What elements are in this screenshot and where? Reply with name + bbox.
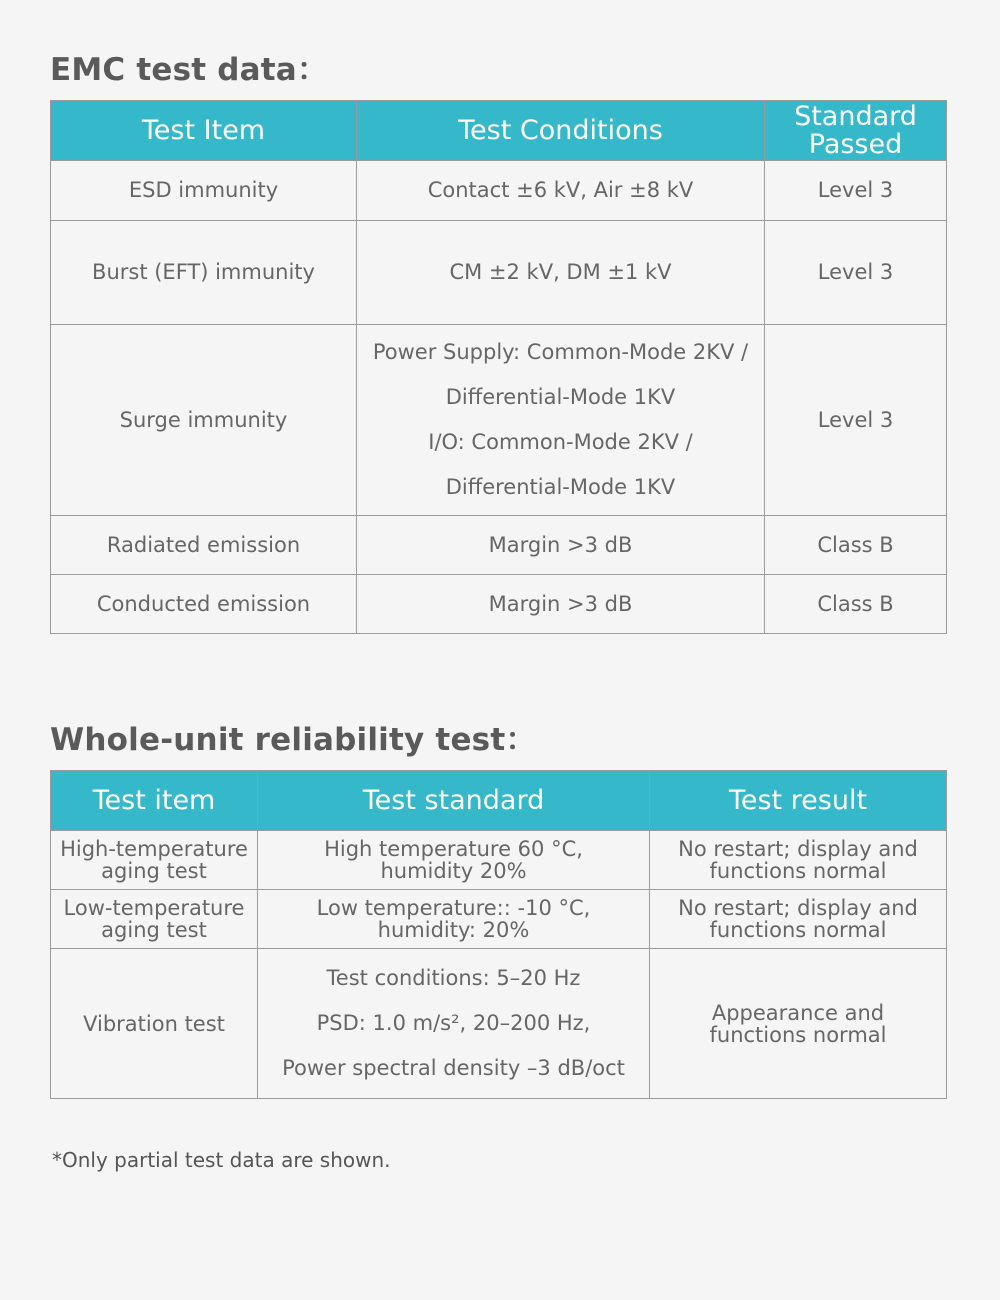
standard-line: Power spectral density –3 dB/oct [282, 1056, 625, 1080]
emc-test-table [50, 100, 947, 634]
result-line: No restart; display and [678, 837, 918, 861]
reliability-test-table [50, 770, 947, 1099]
cell-test-conditions [357, 325, 765, 516]
cell-test-standard [258, 890, 650, 949]
table-row [51, 890, 947, 949]
cell-test-item: Burst (EFT) immunity [51, 221, 357, 325]
cell-test-conditions: Margin >3 dB [357, 516, 765, 575]
table-row [51, 831, 947, 890]
standard-line: humidity: 20% [377, 918, 530, 942]
standard-line: Test conditions: 5–20 Hz [326, 966, 581, 990]
cell-standard: Level 3 [765, 161, 947, 221]
reliability-section-title: Whole-unit reliability test： [50, 722, 537, 758]
column-header-test-standard: Test standard [258, 771, 650, 831]
standard-line: Low temperature:: -10 °C, [316, 896, 591, 920]
cell-test-item [51, 831, 258, 890]
cell-test-item [51, 890, 258, 949]
condition-line: Differential-Mode 1KV [445, 385, 676, 409]
standard-line: humidity 20% [380, 859, 527, 883]
item-line: High-temperature [60, 837, 248, 861]
cell-test-conditions: Contact ±6 kV, Air ±8 kV [357, 161, 765, 221]
item-line: aging test [101, 859, 207, 883]
cell-standard: Level 3 [765, 221, 947, 325]
standard-line: PSD: 1.0 m/s², 20–200 Hz, [316, 1011, 591, 1035]
cell-test-standard [258, 831, 650, 890]
result-line: No restart; display and [678, 896, 918, 920]
cell-test-result [650, 831, 947, 890]
table-row [51, 325, 947, 516]
column-header-test-result: Test result [650, 771, 947, 831]
result-line: functions normal [709, 1022, 887, 1047]
column-header-test-item: Test item [51, 771, 258, 831]
header-line: Standard Passed [794, 100, 917, 160]
item-line: Low-temperature [63, 896, 245, 920]
cell-test-item: Surge immunity [51, 325, 357, 516]
cell-test-conditions: Margin >3 dB [357, 575, 765, 634]
condition-line: Power Supply: Common-Mode 2KV / [372, 340, 749, 364]
column-header-standard-passed [765, 101, 947, 161]
cell-test-result [650, 890, 947, 949]
cell-standard: Level 3 [765, 325, 947, 516]
standard-line: High temperature 60 °C, [324, 837, 583, 861]
table-row [51, 221, 947, 325]
cell-test-standard [258, 949, 650, 1099]
table-row [51, 575, 947, 634]
result-line: functions normal [709, 918, 887, 942]
result-line: functions normal [709, 859, 887, 883]
column-header-test-conditions: Test Conditions [357, 101, 765, 161]
footnote: *Only partial test data are shown. [52, 1148, 391, 1172]
table-row [51, 949, 947, 1099]
cell-test-item: ESD immunity [51, 161, 357, 221]
column-header-test-item: Test Item [51, 101, 357, 161]
emc-section-title: EMC test data： [50, 52, 329, 88]
cell-standard: Class B [765, 516, 947, 575]
table-row [51, 161, 947, 221]
table-header-row [51, 771, 947, 831]
cell-test-conditions: CM ±2 kV, DM ±1 kV [357, 221, 765, 325]
cell-test-item: Conducted emission [51, 575, 357, 634]
table-header-row [51, 101, 947, 161]
result-line: Appearance and [711, 1000, 885, 1025]
cell-test-item: Radiated emission [51, 516, 357, 575]
cell-standard: Class B [765, 575, 947, 634]
condition-line: Differential-Mode 1KV [445, 475, 676, 499]
cell-test-item: Vibration test [51, 949, 258, 1099]
cell-test-result [650, 949, 947, 1099]
table-row [51, 516, 947, 575]
condition-line: I/O: Common-Mode 2KV / [428, 430, 693, 454]
item-line: aging test [101, 918, 207, 942]
